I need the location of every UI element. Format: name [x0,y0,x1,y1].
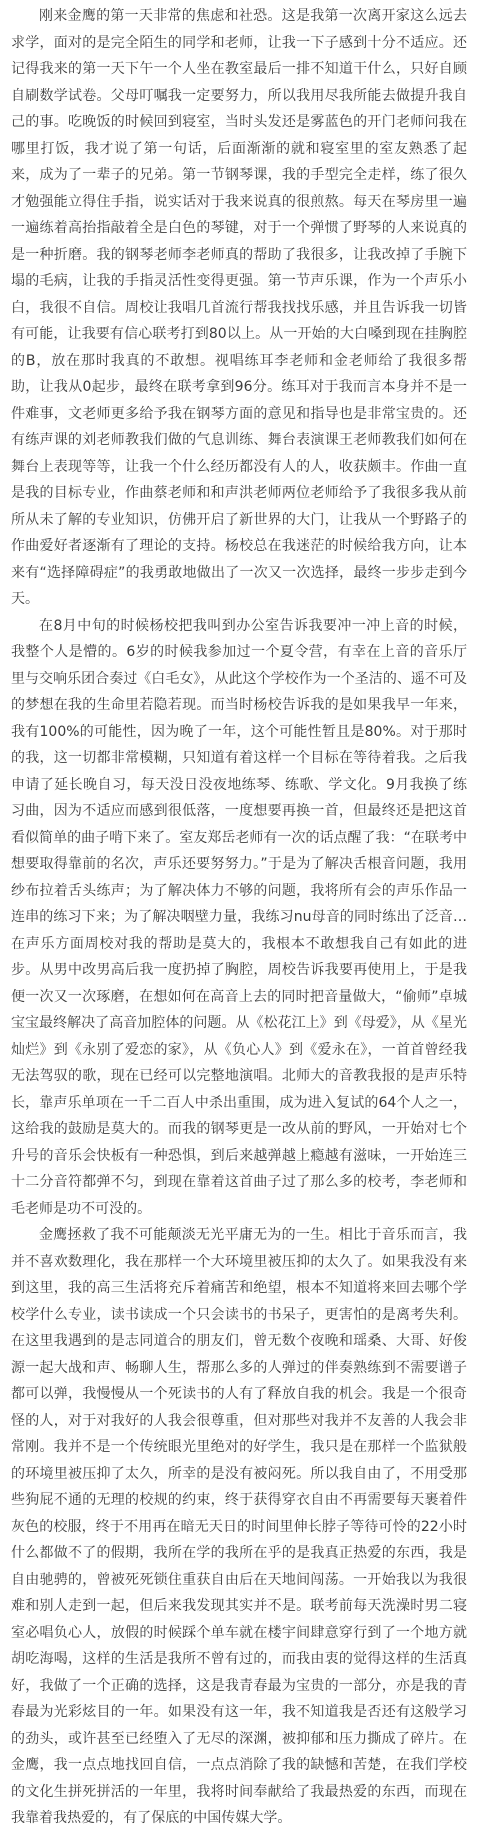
paragraph-first-day: 刚来金鹰的第一天非常的焦虑和社恐。这是我第一次离开家这么远去求学，面对的是完全陌生的同学和老师，让我一下子感到十分不适应。还记得我来的第一天下午一个人坐在教室最后一排不知道干什么，只好自顾自刷数学试卷。父母叮嘱我一定要努力，所以我用尽我所能去做提升我自己的事。吃晚饭的时候回到寝室，当时头发还是雾蓝色的开门老师问我在哪里打饭，我才说了第一句话，后面渐渐的就和寝室里的室友熟悉了起来，成为了一辈子的兄弟。第一节钢琴课，我的手型完全走样，练了很久才勉强能立得住手指，说实话对于我来说真的很煎熬。每天在琴房里一遍一遍练着高抬指敲着全是白色的琴键，对于一个弹惯了野琴的人来说真的是一种折磨。我的钢琴老师李老师真的帮助了我很多，让我改掉了手腕下塌的毛病，让我的手指灵活性变得更强。第一节声乐课，作为一个声乐小白，我很不自信。周校让我唱几首流行帮我找找乐感，并且告诉我一切皆有可能，让我要有信心联考打到80以上。从一开始的大白嗓到现在挂胸腔的B，放在那时我真的不敢想。视唱练耳李老师和金老师给了我很多帮助，让我从0起步，最终在联考拿到96分。练耳对于我而言本身并不是一件难事，文老师更多给予我在钢琴方面的意见和指导也是非常宝贵的。还有练声课的刘老师教我们做的气息训练、舞台表演课王老师教我们如何在舞台上表现等等，让我一个什么经历都没有人的人，收获颇丰。作曲一直是我的目标专业，作曲蔡老师和和声洪老师两位老师给予了我很多我从前所从未了解的专业知识，仿佛开启了新世界的大门，让我从一个野路子的作曲爱好者逐渐有了理论的支持。杨校总在我迷茫的时候给我方向，让本来有“选择障碍症”的我勇敢地做出了一次又一次选择，最终一步步走到今天。 [11,8,467,607]
paragraph-shanghai-conservatory: 在8月中旬的时候杨校把我叫到办公室告诉我要冲一冲上音的时候，我整个人是懵的。6岁的时候我参加过一个夏令营，有幸在上音的音乐厅里与交响乐团合奏过《白毛女》，从此这个学校作为一个圣洁的、遥不可及的梦想在我的生命里若隐若现。而当时杨校告诉我的是如果我早一年来，我有100%的可能性，因为晚了一年，这个可能性暂且是80%。对于那时的我，这一切都非常模糊，只知道有着这样一个目标在等待着我。之后我申请了延长晚自习，每天没日没夜地练琴、练歌、学文化。9月我换了练习曲，因为不适应而感到很低落，一度想要再换一首，但最终还是把这首看似简单的曲子啃下来了。室友郑岳老师有一次的话点醒了我：“在联考中想要取得靠前的名次，声乐还要努努力。”于是为了解决舌根音问题，我用纱布拉着舌头练声；为了解决体力不够的问题，我将所有会的声乐作品一连串的练习下来；为了解决咽壁力量，我练习nu母音的同时练出了泛音…在声乐方面周校对我的帮助是莫大的，我根本不敢想我自己有如此的进步。从男中改男高后我一度扔掉了胸腔，周校告诉我要再使用上，于是我便一次又一次琢磨，在想如何在高音上去的同时把音量做大，“偷师”卓城宝宝最终解决了高音加腔体的问题。从《松花江上》到《母爱》，从《星光灿烂》到《永别了爱恋的家》，从《负心人》到《爱永在》，一首首曾经我无法驾驭的歌，现在已经可以完整地演唱。北师大的音教我报的是声乐特长，靠声乐单项在一千二百人中杀出重围，成为进入复试的64个人之一，这给我的鼓励是莫大的。而我的钢琴更是一改从前的野风，一开始对七个升号的音乐会快板有一种恐惧，到后来越弹越上瘾越有滋味，一开始连三十二分音符都弹不匀，到现在靠着这首曲子过了那么多的校考，李老师和毛老师是功不可没的。 [11,617,467,1217]
paragraph-salvation: 金鹰拯救了我不可能颠淡无光平庸无为的一生。相比于音乐而言，我并不喜欢数理化，我在那样一个大环境里被压抑的太久了。如果我没有来到这里，我的高三生活将充斥着痛苦和绝望，根本不知道将来回去哪个学校学什么专业，读书读成一个只会读书的书呆子，更害怕的是离考失利。在这里我遇到的是志同道合的朋友们，曾无数个夜晚和瑶桑、大哥、好俊源一起大战和声、畅聊人生，帮那么多的人弹过的伴奏熟练到不需要谱子都可以弹，我慢慢从一个死读书的人有了释放自我的机会。我是一个很奇怪的人，对于对我好的人我会很尊重，但对那些对我并不友善的人我会非常刚。我并不是一个传统眼光里绝对的好学生，我只是在那样一个监狱般的环境里被压抑了太久，所幸的是没有被闷死。所以我自由了，不用受那些狗屁不通的无理的校规的约束，终于获得穿衣自由不再需要每天裹着件灰色的校服，终于不用再在暗无天日的时间里伸长脖子等待可怜的22小时什么都做不了的假期，我所在学的我所在乎的是我真正热爱的东西，我是自由驰骋的，曾被死死锁住重获自由后在天地间闯荡。一开始我以为我很难和别人走到一起，但后来我发现其实并不是。联考前每天洗澡时男二寝室必唱负心人，放假的时候踩个单车就在楼宇间肆意穿行到了一个地方就胡吃海喝，这样的生活是我所不曾有过的，而我由衷的觉得这样的生活真好，我做了一个正确的选择，这是我青春最为宝贵的一部分，亦是我的青春最为光彩炫目的一年。如果没有这一年，我不知道我是否还有这般学习的劲头，或许甚至已经堕入了无尽的深渊，被抑郁和压力撕成了碎片。在金鹰，我一点点地找回自信，一点点消除了我的缺憾和苦楚，在我们学校的文化生拼死拼活的一年里，我将时间奉献给了我最热爱的东西，而现在我靠着我热爱的，有了保底的中国传媒大学。 [11,1227,467,1826]
